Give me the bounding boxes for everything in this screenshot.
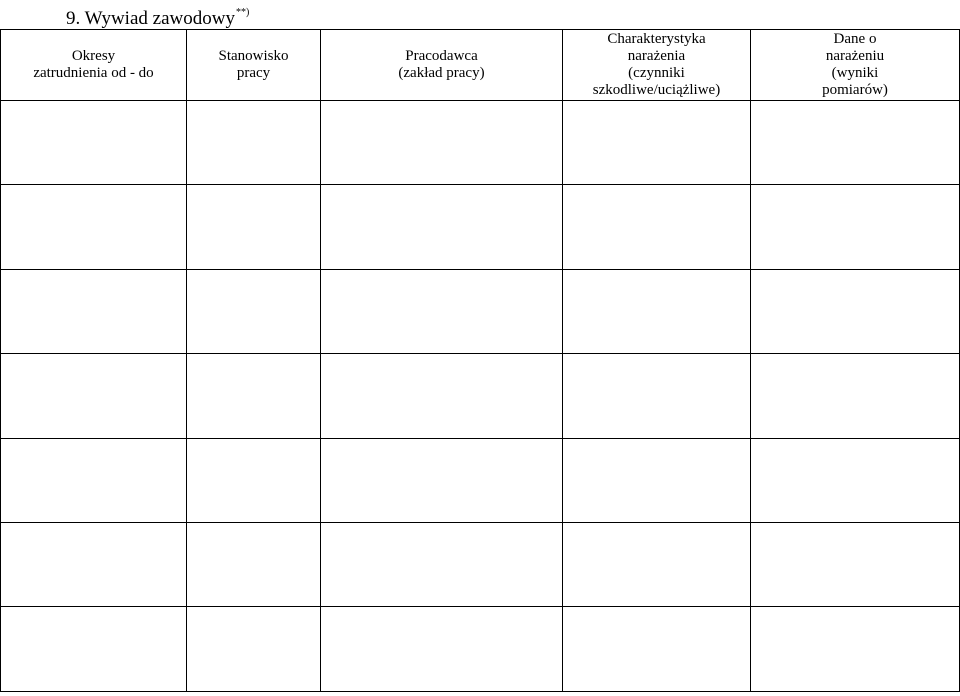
cell-employer[interactable] xyxy=(321,607,563,691)
footnote-mark: **) xyxy=(235,7,250,18)
table-row xyxy=(1,101,960,185)
cell-employer[interactable] xyxy=(321,438,563,522)
header-row xyxy=(1,30,960,101)
cell-exposure[interactable] xyxy=(563,185,751,269)
cell-measurements[interactable] xyxy=(751,522,960,606)
cell-periods[interactable] xyxy=(1,522,187,606)
cell-periods[interactable] xyxy=(1,438,187,522)
cell-exposure[interactable] xyxy=(563,269,751,353)
cell-periods[interactable] xyxy=(1,185,187,269)
section-title-text: Wywiad zawodowy xyxy=(84,8,235,29)
cell-exposure[interactable] xyxy=(563,354,751,438)
cell-measurements[interactable] xyxy=(751,269,960,353)
cell-measurements[interactable] xyxy=(751,607,960,691)
table-row xyxy=(1,185,960,269)
table-row xyxy=(1,354,960,438)
cell-measurements[interactable] xyxy=(751,101,960,185)
cell-position[interactable] xyxy=(187,354,321,438)
cell-measurements[interactable] xyxy=(751,185,960,269)
cell-exposure[interactable] xyxy=(563,522,751,606)
cell-measurements[interactable] xyxy=(751,354,960,438)
cell-periods[interactable] xyxy=(1,354,187,438)
table-row xyxy=(1,438,960,522)
table-row xyxy=(1,269,960,353)
cell-periods[interactable] xyxy=(1,269,187,353)
header-periods: Okresy zatrudnienia od - do xyxy=(1,30,187,101)
cell-measurements[interactable] xyxy=(751,438,960,522)
section-title xyxy=(66,2,249,30)
section-number: 9. xyxy=(66,8,81,29)
header-measurements: Dane o narażeniu (wyniki pomiarów) xyxy=(751,30,960,101)
cell-periods[interactable] xyxy=(1,607,187,691)
occupational-history-table xyxy=(0,29,960,692)
table-row xyxy=(1,607,960,691)
cell-employer[interactable] xyxy=(321,269,563,353)
cell-position[interactable] xyxy=(187,607,321,691)
cell-position[interactable] xyxy=(187,185,321,269)
header-exposure: Charakterystyka narażenia (czynniki szkodliwe/uciążliwe) xyxy=(563,30,751,101)
cell-employer[interactable] xyxy=(321,522,563,606)
cell-employer[interactable] xyxy=(321,101,563,185)
table-body xyxy=(1,101,960,692)
header-employer: Pracodawca (zakład pracy) xyxy=(321,30,563,101)
cell-employer[interactable] xyxy=(321,354,563,438)
table-row xyxy=(1,522,960,606)
cell-position[interactable] xyxy=(187,522,321,606)
cell-exposure[interactable] xyxy=(563,438,751,522)
cell-position[interactable] xyxy=(187,438,321,522)
cell-employer[interactable] xyxy=(321,185,563,269)
cell-exposure[interactable] xyxy=(563,607,751,691)
header-position: Stanowisko pracy xyxy=(187,30,321,101)
cell-periods[interactable] xyxy=(1,101,187,185)
cell-position[interactable] xyxy=(187,101,321,185)
cell-position[interactable] xyxy=(187,269,321,353)
cell-exposure[interactable] xyxy=(563,101,751,185)
